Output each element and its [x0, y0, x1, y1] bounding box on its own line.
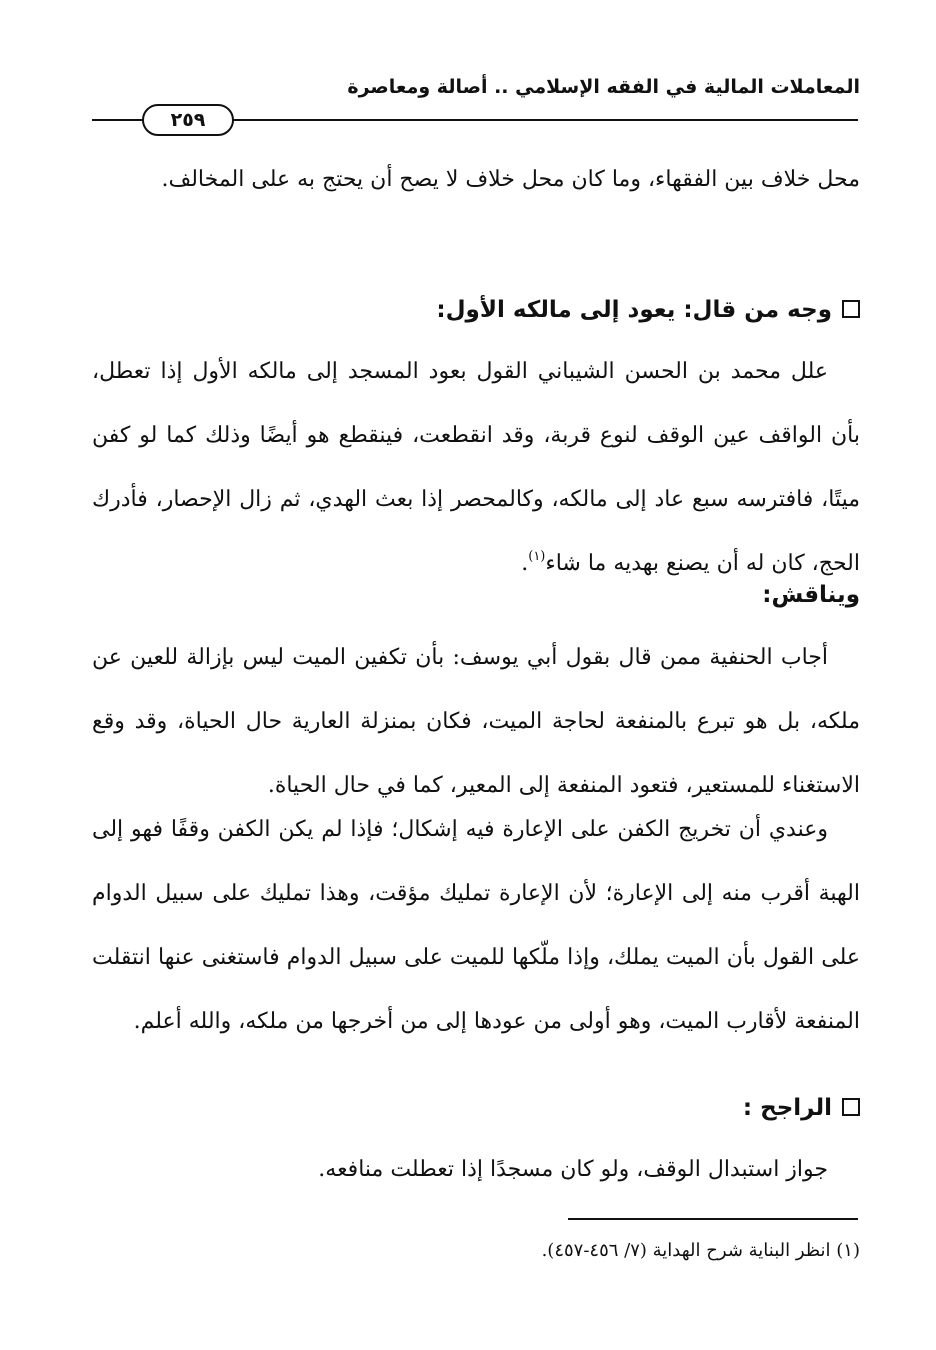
- footnote-reference: (١): [528, 549, 546, 564]
- section-heading-first-owner: [92, 290, 860, 330]
- running-header: المعاملات المالية في الفقه الإسلامي .. أصالة ومعاصرة: [347, 76, 860, 98]
- paragraph-author-opinion: وعندي أن تخريج الكفن على الإعارة فيه إشكال؛ فإذا لم يكن الكفن وقفًا فهو إلى الهبة أقرب منه إلى الإعارة؛ لأن الإعارة تمليك مؤقت، وهذا تمليك على سبيل الدوام على القول بأن الميت يملك، وإذا ملّكها للميت على سبيل الدوام فاستغنى عنها انتقلت المنفعة لأقارب الميت، وهو أولى من عودها إلى من أخرجها من ملكه، والله أعلم.: [92, 817, 860, 1034]
- footnote-rule: [568, 1218, 858, 1220]
- page-number: ٢٥٩: [142, 104, 234, 136]
- checkbox-square-icon: [842, 300, 860, 318]
- paragraph-end: .: [521, 551, 529, 576]
- heading-text: الراجح :: [742, 1095, 832, 1121]
- paragraph-hanafi-reply: أجاب الحنفية ممن قال بقول أبي يوسف: بأن تكفين الميت ليس بإزالة للعين عن ملكه، بل هو تبرع بالمنفعة لحاجة الميت، فكان بمنزلة العارية حال الحياة، وقد وقع الاستغناء للمستعير، فتعود المنفعة إلى المعير، كما في حال الحياة.: [92, 645, 860, 798]
- paragraph-conclusion: جواز استبدال الوقف، ولو كان مسجدًا إذا تعطلت منافعه.: [318, 1157, 828, 1182]
- checkbox-square-icon: [842, 1098, 860, 1116]
- footnote: (١) انظر البناية شرح الهداية (٧/ ٤٥٦-٤٥٧).: [541, 1240, 860, 1261]
- heading-text: وجه من قال: يعود إلى مالكه الأول:: [436, 297, 832, 323]
- paragraph-shaybani: [92, 340, 860, 596]
- heading-text: ويناقش:: [762, 582, 860, 608]
- section-heading-discussion: [92, 575, 860, 615]
- paragraph-text: علل محمد بن الحسن الشيباني القول بعود المسجد إلى مالكه الأول إذا تعطل، بأن الواقف عين الوقف لنوع قربة، وقد انقطعت، فينقطع هو أيضًا وذلك كما لو كفن ميتًا، فافترسه سبع عاد إلى مالكه، وكالمحصر إذا بعث الهدي، ثم زال الإحصار، فأدرك الحج، كان له أن يصنع بهديه ما شاء: [92, 359, 860, 576]
- section-heading-preferred: [92, 1088, 860, 1128]
- paragraph-continuation: محل خلاف بين الفقهاء، وما كان محل خلاف لا يصح أن يحتج به على المخالف.: [161, 167, 860, 192]
